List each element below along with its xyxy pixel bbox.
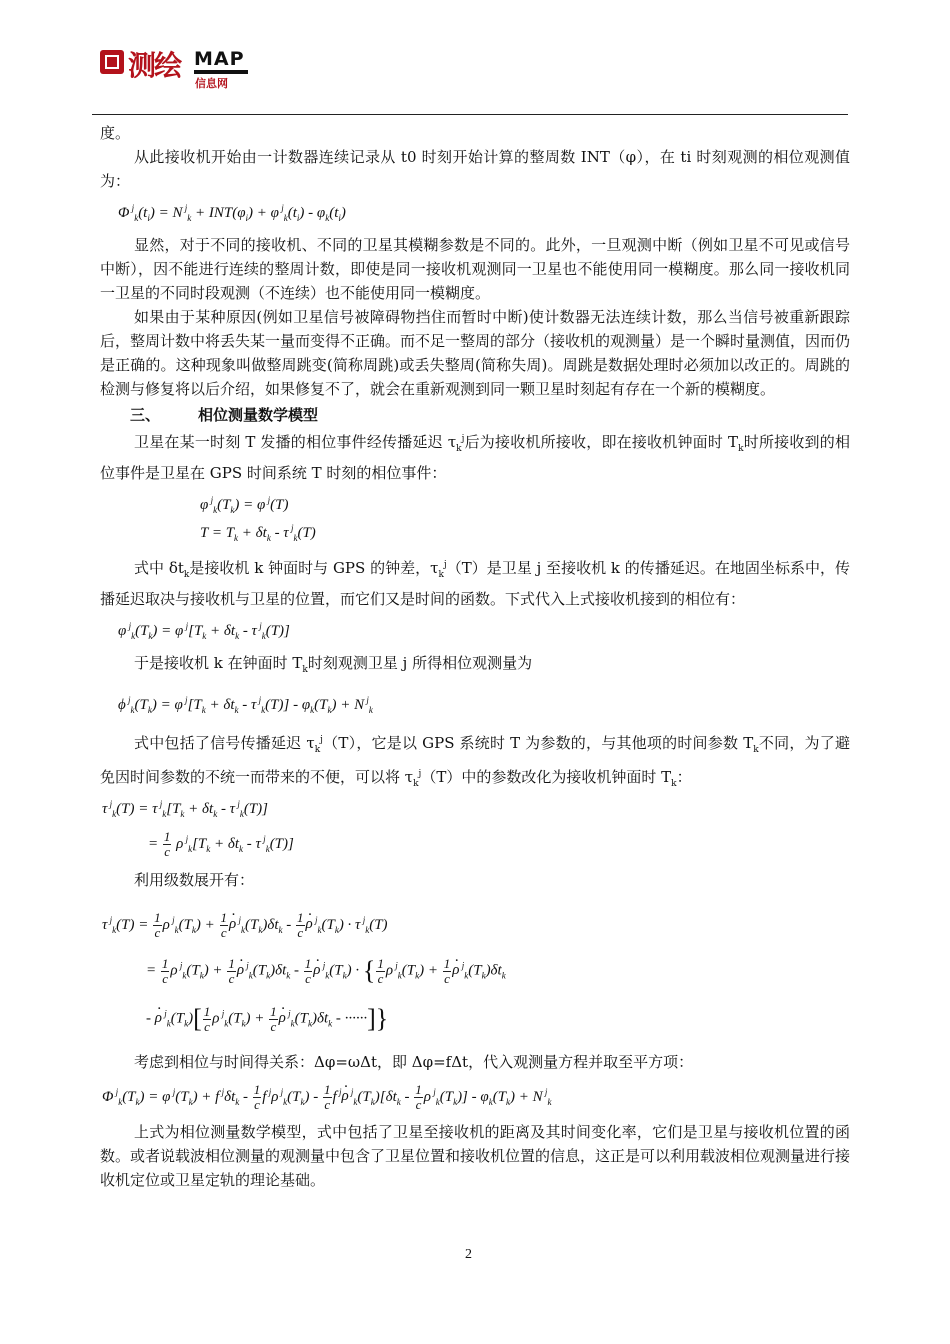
header-rule: [92, 114, 848, 115]
section-number: 三、: [130, 406, 161, 424]
logo-seal-icon: [100, 50, 124, 74]
paragraph: 度。: [100, 124, 131, 142]
paragraph: 利用级数展开有：: [134, 871, 255, 889]
paragraph: 于是接收机 k 在钟面时 $T_k$时刻观测卫星 j 所得相位观测量为: [134, 654, 533, 675]
document-body: [100, 121, 850, 1192]
section-heading: [130, 403, 850, 427]
paragraph: 如果由于某种原因(例如卫星信号被障碍物挡住而暂时中断)使计数器无法连续计数，那么当信号被重新跟踪后，整周计数中将丢失某一量而变得不正确。而不足一整周的部分（接收机的观测量）是一个瞬时量测值，因而仍是正确的。这种现象叫做整周跳变(简称周跳)或丢失整周(简称失周)。周跳是数据处理时必须加以改正的。周跳的检测与修复将以后介绍，如果修复不了，就会在重新观测到同一颗卫星时刻起有存在一个新的模糊度。: [100, 308, 851, 398]
paragraph: 上式为相位测量数学模型，式中包括了卫星至接收机的距离及其时间变化率，它们是卫星与接收机位置的函数。或者说载波相位测量的观测量中包含了卫星位置和接收机位置的信息，这正是可以利用载波相位观测量进行接收机定位或卫星定轨的理论基础。: [100, 1123, 851, 1189]
equation-received-phase: φ $^j_k(T_k) = \varphi$ $^j[T_k + \delta t_k - \tau$ $^j_k$(T)]: [118, 621, 290, 641]
logo-map-text: MAP: [194, 48, 245, 70]
logo-bar: [194, 70, 248, 74]
paragraph: 式中包括了信号传播延迟 $\tau_k^j(T)$，它是以 GPS 系统时 T 为参数的，与其他项的时间参数 $T_k$不同，为了避免因时间参数的不统一而带来的不便，可以将 $\tau_k^j(T)$中的参数改化为接收机钟面时 $T_k$：: [100, 734, 850, 789]
equation-phase-observation: Φ $^j_k(t_i) = N$ $^j_k + INT(\varphi_i) + \varphi$ $^j_k(t_i) - \varphi_k(t_i)$: [118, 203, 346, 223]
paragraph: 式中 $\delta t_k$是接收机 k 钟面时与 GPS 的钟差，$\tau_k^j(T)$是卫星 j 至接收机 k 的传播延迟。在地固坐标系中，传播延迟取决与接收机与卫星的位置，而它们又是时间的函数。下式代入上式接收机接到的相位有：: [100, 559, 851, 608]
paragraph: 卫星在某一时刻 T 发播的相位事件经传播延迟 $\tau_k^j$后为接收机所接收，即在接收机钟面时 $T_k$时所接收到的相位事件是卫星在 GPS 时间系统 T 时刻的相位事件：: [100, 433, 850, 482]
equation-delay: τ $^j_k$(T) = τ $^j_k[T_k + \delta t_k - \tau$ $^j_k$(T)] = $\frac{1}{c}$ ρ $^j_k[T_k + \delta t_k - \tau$ $^j_k$(T)]: [102, 799, 294, 859]
paragraph: 考虑到相位与时间得关系：Δφ=ωΔt，即 Δφ=fΔt，代入观测量方程并取至平方项：: [134, 1053, 694, 1071]
equation-series-expansion: τ $^j_k$(T) = $\frac{1}{c}$ ρ $^j_k(T_k)$ + $\frac{1}{c}$ · ρ $^j_k(T_k)\delta t_k$ - $\frac{1}{c}$ · ρ $^j_k(T_k) \cdot \tau$ $^j_k$(T) = $\frac{1}{c}$ ρ $^j_k(T_k)$ + $\frac{1}{c}$ · ρ $^j_k(T_k)\delta t_k$ - $\frac{1}{c}$ · ρ $^j_k(T_k)$ · { $\frac{1}{c}$ ρ $^j_k(T_k)$ + $\frac{1}{c}$ · ρ $^j_k(T_k)\delta t_k$ - · ρ $^j_k(T_k)$[ $\frac{1}{c}$ ρ $^j_k(T_k)$ + $\frac{1}{c}$ · ρ $^j_k(T_k)\delta t_k$ - ······]}: [100, 892, 850, 1044]
logo-subtitle: 信息网: [195, 77, 228, 90]
equation-phase-model: Φ $^j_k(T_k) = \varphi$ $^j(T_k) + f$ $^j\delta t_k$ - $\frac{1}{c}$ f $^j$ρ $^j_k(T_k)$ - $\frac{1}{c}$ f $^j$· ρ $^j_k(T_k)[\delta t_k$ - $\frac{1}{c}$ ρ $^j_k(T_k)] - \varphi_k(T_k) + N$ $^j_k$: [100, 1074, 850, 1120]
equation-observed-phase: ϕ $^j_k(T_k) = \varphi$ $^j[T_k + \delta t_k - \tau$ $^j_k(T)] - \varphi_k(T_k) + N$ $^j_k$: [118, 695, 373, 715]
section-title: 相位测量数学模型: [198, 406, 319, 424]
logo-chinese-text: 测绘: [128, 49, 181, 82]
paragraph: 从此接收机开始由一计数器连续记录从 t0 时刻开始计算的整周数 INT（φ），在 ti 时刻观测的相位观测值为：: [100, 148, 850, 190]
equation-phase-event: φ $^j_k(T_k) = \varphi$ $^j$(T) $T = T_k + \delta t_k - \tau$ $^j_k$(T): [200, 495, 316, 543]
page-number: 2: [465, 1247, 472, 1262]
site-logo: [92, 28, 252, 100]
paragraph: 显然，对于不同的接收机、不同的卫星其模糊参数是不同的。此外，一旦观测中断（例如卫星不可见或信号中断），因不能进行连续的整周计数，即使是同一接收机观测同一卫星也不能使用同一模糊度。那么同一接收机同一卫星的不同时段观测（不连续）也不能使用同一模糊度。: [100, 236, 850, 302]
